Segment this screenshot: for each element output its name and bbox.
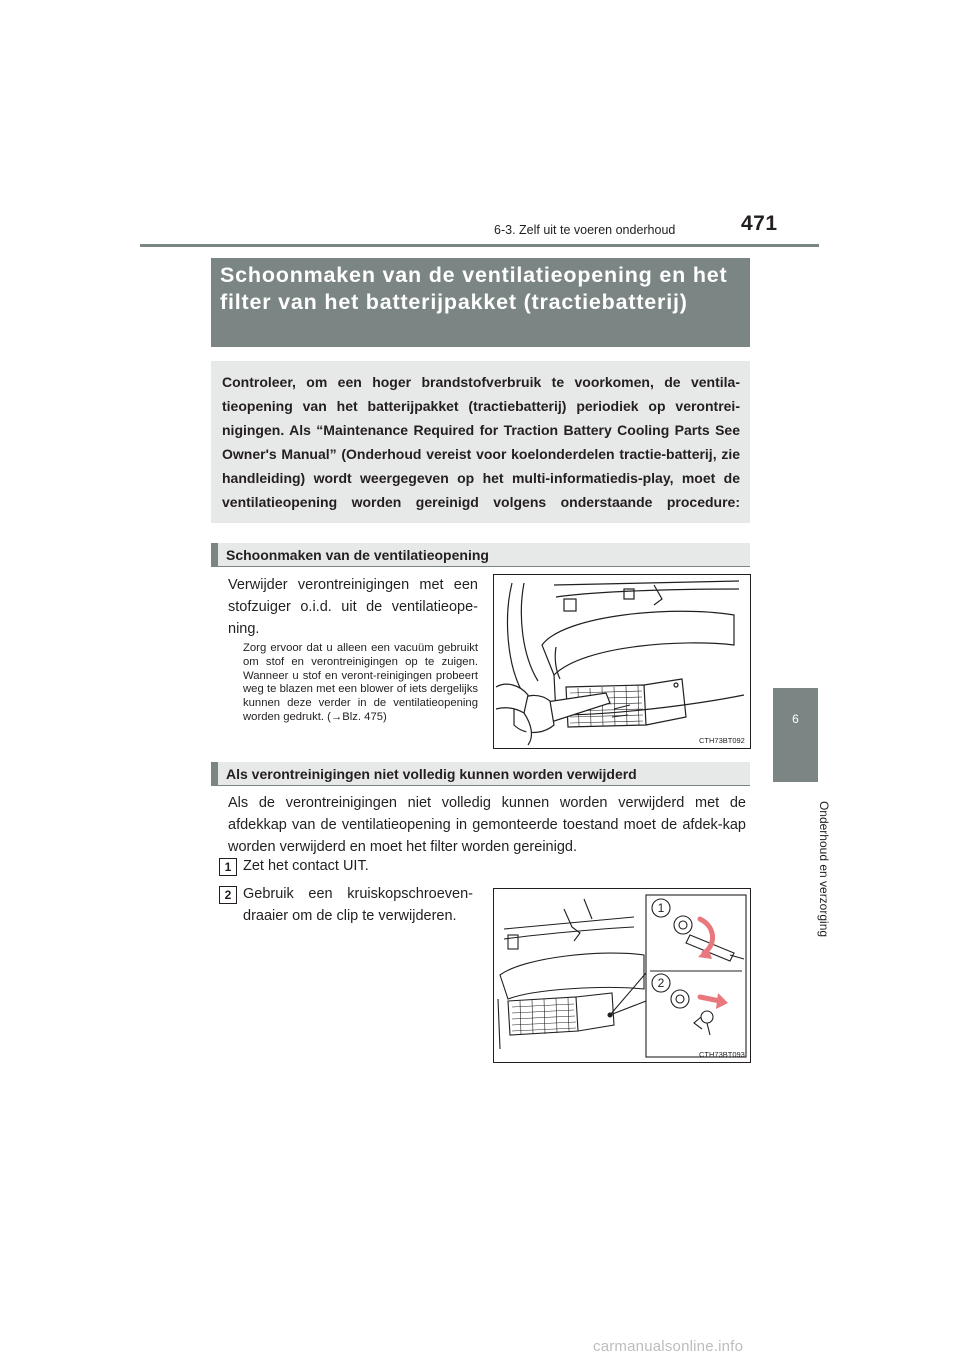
chapter-tab xyxy=(773,688,818,782)
section2-heading: Als verontreinigingen niet volledig kunnen worden verwijderd xyxy=(226,766,637,782)
figure2-callout-1: 1 xyxy=(657,901,665,915)
clip-removal-figure xyxy=(493,888,751,1063)
step-1-number: 1 xyxy=(219,858,237,876)
section2-header-bar xyxy=(211,762,218,786)
section1-heading: Schoonmaken van de ventilatieopening xyxy=(226,547,489,563)
header-section-title: 6-3. Zelf uit te voeren onderhoud xyxy=(494,223,676,237)
header-rule xyxy=(140,244,819,247)
figure2-callout-2: 2 xyxy=(657,976,665,990)
page-number: 471 xyxy=(741,212,778,235)
page-title: Schoonmaken van de ventilatieopening en het filter van het batterijpakket (tractiebatterij) xyxy=(220,263,728,314)
section1-header-bar xyxy=(211,543,218,567)
section1-body: Verwijder verontreinigingen met een stofzuiger o.i.d. uit de ventilatieope-ning. xyxy=(228,577,478,637)
clip-removal-illustration xyxy=(494,889,750,1062)
intro-text: Controleer, om een hoger brandstofverbruik te voorkomen, de ventila-tieopening van het batterijpakket (tractiebatterij) periodiek op verontrei-nigingen. Als “Maintenance Required for Traction Battery Cooling Parts See Owner's Manual” (Onderhoud vereist voor koelonderdelen tractie-batterij, zie handleiding) wordt weergegeven op het multi-informatiedis-play, moet de ventilatieopening worden gereinigd volgens onderstaande procedure: xyxy=(222,374,740,510)
figure1-code: CTH73BT092 xyxy=(699,736,745,745)
section1-note: Zorg ervoor dat u alleen een vacuüm gebruikt om stof en verontreinigingen op te zuigen. Wanneer u stof en veront-reinigingen probeert weg te blazen met een blower of iets dergelijks kunnen deze verder in de ventilatieopening worden gedrukt. (→Blz. 475) xyxy=(243,642,478,723)
chapter-number: 6 xyxy=(792,712,799,726)
chapter-label: Onderhoud en verzorging xyxy=(817,800,831,938)
watermark: carmanualsonline.info xyxy=(593,1338,744,1355)
vent-cleaning-illustration xyxy=(494,575,750,748)
step-1-text: Zet het contact UIT. xyxy=(243,858,369,874)
section2-body: Als de verontreinigingen niet volledig kunnen worden verwijderd met de afdekkap van de ventilatieopening in gemonteerde toestand moet de afdek-kap worden verwijderd en moet het filter worden gereinigd. xyxy=(228,795,746,855)
step-2-text: Gebruik een kruiskopschroeven-draaier om de clip te verwijderen. xyxy=(243,886,473,924)
step-2-number: 2 xyxy=(219,886,237,904)
vent-cleaning-figure xyxy=(493,574,751,749)
figure2-code: CTH73BT093 xyxy=(699,1050,745,1059)
